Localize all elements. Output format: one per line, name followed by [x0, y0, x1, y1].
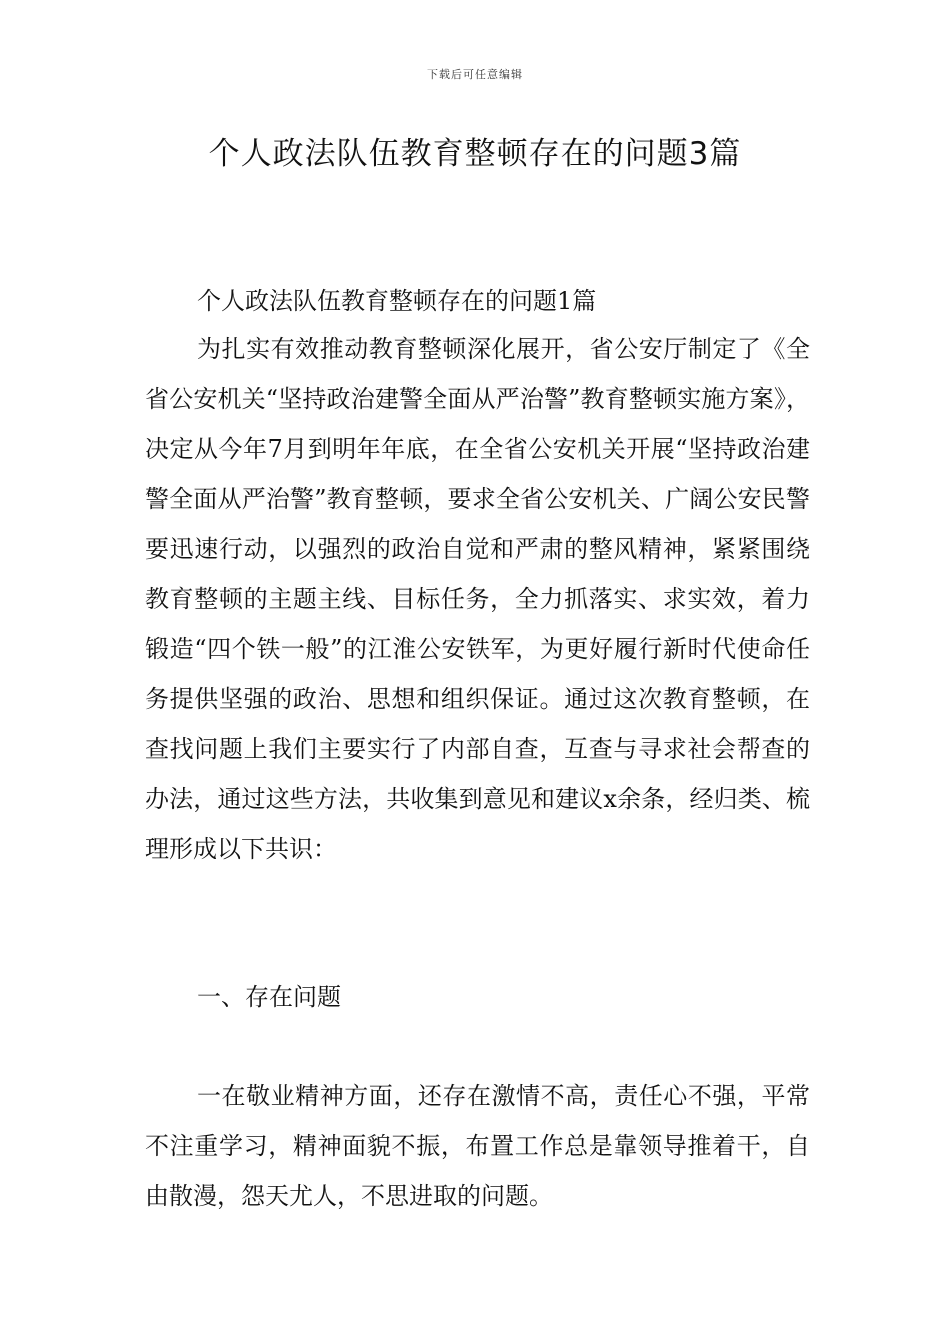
section-heading: 一、存在问题	[197, 983, 341, 1011]
intro-paragraph: 为扎实有效推动教育整顿深化展开，省公安厅制定了《全省公安机关“坚持政治建警全面从严治警”教育整顿实施方案》，决定从今年7月到明年年底，在全省公安机关开展“坚持政治建警全面从严治警”教育整顿，要求全省公安机关、广阔公安民警要迅速行动，以强烈的政治自觉和严肃的整风精神，紧紧围绕教育整顿的主题主线、目标任务，全力抓落实、求实效，着力锻造“四个铁一般”的江淮公安铁军，为更好履行新时代使命任务提供坚强的政治、思想和组织保证。通过这次教育整顿，在查找问题上我们主要实行了内部自查，互查与寻求社会帮查的办法，通过这些方法，共收集到意见和建议x余条，经归类、梳理形成以下共识：	[145, 335, 810, 863]
article-subtitle: 个人政法队伍教育整顿存在的问题1篇	[197, 287, 597, 315]
header-note: 下载后可任意编辑	[427, 68, 523, 81]
issue-paragraph: 一在敬业精神方面，还存在激情不高，责任心不强，平常不注重学习，精神面貌不振，布置工作总是靠领导推着干，自由散漫，怨天尤人，不思进取的问题。	[145, 1082, 810, 1210]
document-title: 个人政法队伍教育整顿存在的问题3篇	[208, 136, 742, 172]
